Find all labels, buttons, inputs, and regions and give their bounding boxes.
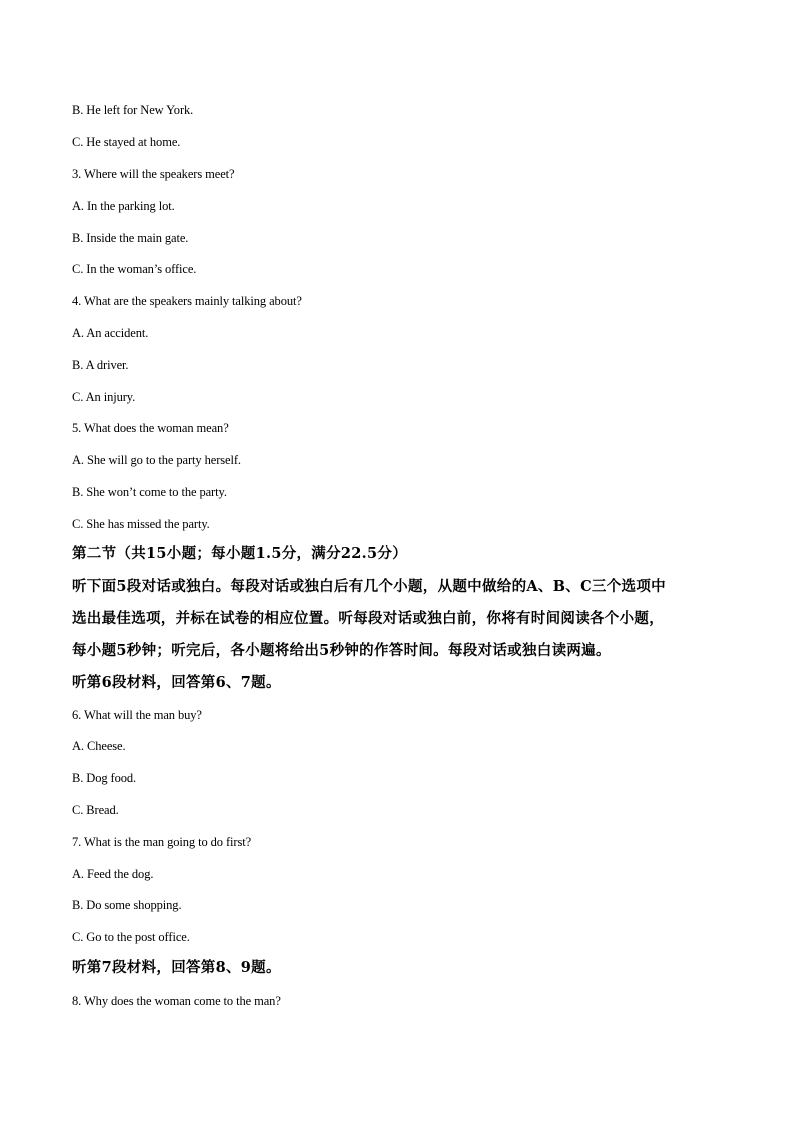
section-2-instruction-line-2: 选出最佳选项，并标在试卷的相应位置。听每段对话或独白前，你将有时间阅读各个小题，: [72, 610, 664, 627]
option-4c: C. An injury.: [72, 390, 136, 404]
section-2-instruction-line-3: 每小题5秒钟；听完后，各小题将给出5秒钟的作答时间。每段对话或独白读两遍。: [72, 642, 611, 659]
option-5b: B. She won’t come to the party.: [72, 485, 227, 499]
option-4b: B. A driver.: [72, 358, 129, 372]
option-6a: A. Cheese.: [72, 739, 126, 753]
section-2-title: 第二节（共15小题；每小题1.5分，满分22.5分）: [72, 545, 408, 562]
option-4a: A. An accident.: [72, 326, 149, 340]
question-4: 4. What are the speakers mainly talking about?: [72, 294, 302, 308]
option-5a: A. She will go to the party herself.: [72, 453, 241, 467]
option-6b: B. Dog food.: [72, 771, 137, 785]
option-2c: C. He stayed at home.: [72, 135, 181, 149]
option-6c: C. Bread.: [72, 803, 119, 817]
question-6: 6. What will the man buy?: [72, 708, 202, 722]
option-7a: A. Feed the dog.: [72, 867, 154, 881]
part-6-heading: 听第6段材料，回答第6、7题。: [72, 674, 281, 691]
option-5c: C. She has missed the party.: [72, 517, 210, 531]
question-5: 5. What does the woman mean?: [72, 421, 229, 435]
section-2-instruction-line-1: 听下面5段对话或独白。每段对话或独白后有几个小题，从题中做给的A、B、C三个选项中: [72, 578, 666, 595]
option-3a: A. In the parking lot.: [72, 199, 175, 213]
option-3c: C. In the woman’s office.: [72, 262, 197, 276]
option-7b: B. Do some shopping.: [72, 898, 182, 912]
question-7: 7. What is the man going to do first?: [72, 835, 252, 849]
option-3b: B. Inside the main gate.: [72, 231, 189, 245]
option-7c: C. Go to the post office.: [72, 930, 190, 944]
option-2b: B. He left for New York.: [72, 103, 194, 117]
question-3: 3. Where will the speakers meet?: [72, 167, 235, 181]
part-7-heading: 听第7段材料，回答第8、9题。: [72, 959, 281, 976]
question-8: 8. Why does the woman come to the man?: [72, 994, 281, 1008]
